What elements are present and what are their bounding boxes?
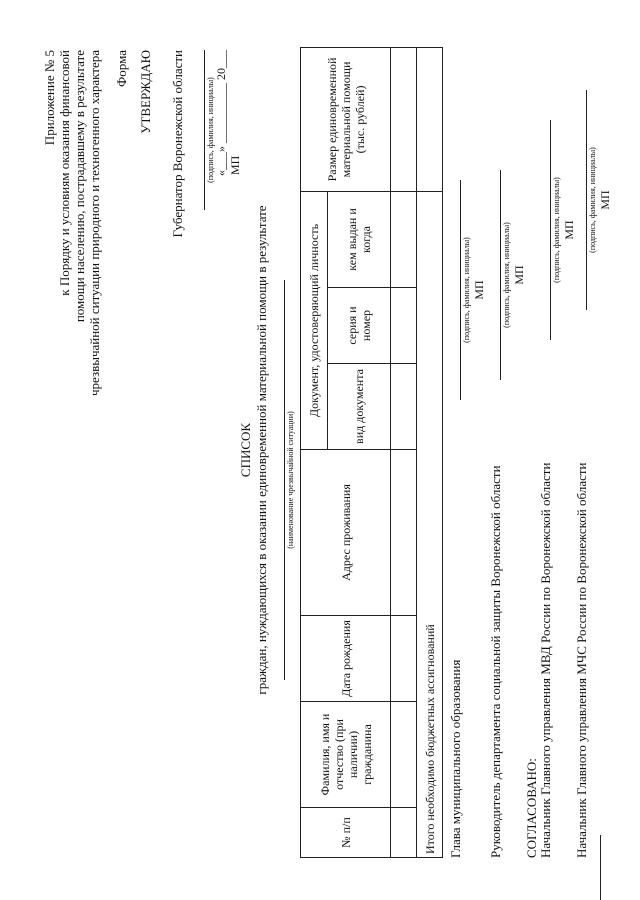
agreed-label-mchs: Начальник Главного управления МЧС России по Воронежской области [574,462,589,858]
signature-label-municipal-head: Глава муниципального образования [448,659,463,858]
signature-label-social-dept: Руководитель департамента социальной защиты Воронежской области [488,465,503,858]
approval-sign-caption: (подпись, фамилия, инициалы) [206,77,215,183]
table-cell [391,47,417,191]
document-title: СПИСОК [238,422,253,478]
approval-date-line: «___» __________ 20___ [214,50,228,176]
signature-stamp: МП [472,280,486,300]
table-cell [391,364,417,450]
signature-stamp: МП [512,265,526,285]
table-cell [391,702,417,808]
table-cell [391,616,417,702]
agreed-title: СОГЛАСОВАНО: [524,758,539,858]
header-doc-type: вид документа [328,364,391,450]
signature-caption: (подпись, фамилия, инициалы) [462,237,471,343]
document-subtitle: граждан, нуждающихся в оказании единовременной материальной помощи в результате [254,205,269,695]
signature-line [550,120,551,340]
table-row [391,47,417,857]
citizens-table [300,47,443,858]
approval-sign-line [204,50,205,210]
table-cell [391,450,417,616]
signature-line [500,170,501,380]
header-id-document: Документ, удостоверяющий личность [301,191,328,449]
appendix-line: Приложение № 5 [42,50,57,146]
signature-caption: (подпись, фамилия, инициалы) [552,177,561,283]
header-address: Адрес проживания [301,450,391,616]
table-cell [391,808,417,858]
appendix-header [42,50,102,450]
signature-stamp: МП [598,190,612,210]
signature-line [460,180,461,400]
situation-line [284,280,285,680]
header-birth-date: Дата рождения [301,616,391,702]
form-label: Форма [114,50,129,87]
appendix-line: чрезвычайной ситуации природного и техногенного характера [87,50,102,397]
appendix-line: помощи населению, пострадавшему в результате [72,50,87,323]
signature-caption: (подпись, фамилия, инициалы) [502,222,511,328]
agreed-label-mvd: Начальник Главного управления МВД России по Воронежской области [538,462,553,858]
header-amount: Размер единовременной материальной помощи (тыс. рублей) [301,47,391,191]
total-amount-cell [417,47,443,191]
situation-caption: (наименование чрезвычайной ситуации) [286,411,295,549]
approval-stamp: МП [228,155,242,175]
signature-line [586,90,587,310]
table-total-row [417,47,443,857]
table-cell [391,191,417,287]
header-doc-series: серия и номер [328,288,391,364]
total-label: Итого необходимо бюджетных ассигнований [417,191,443,857]
header-doc-issuer: кем выдан и когда [328,191,391,287]
approval-title: УТВЕРЖДАЮ [138,50,153,134]
table-cell [391,288,417,364]
header-name: Фамилия, имя и отчество (при наличии) гражданина [301,702,391,808]
table-header-row [301,47,328,857]
approval-position: Губернатор Воронежской области [170,50,185,238]
signature-caption: (подпись, фамилия, инициалы) [588,147,597,253]
signature-stamp: МП [562,220,576,240]
appendix-line: к Порядку и условиям оказания финансовой [57,50,72,296]
header-number: № п/п [301,808,391,858]
footnote-rule [600,835,601,900]
